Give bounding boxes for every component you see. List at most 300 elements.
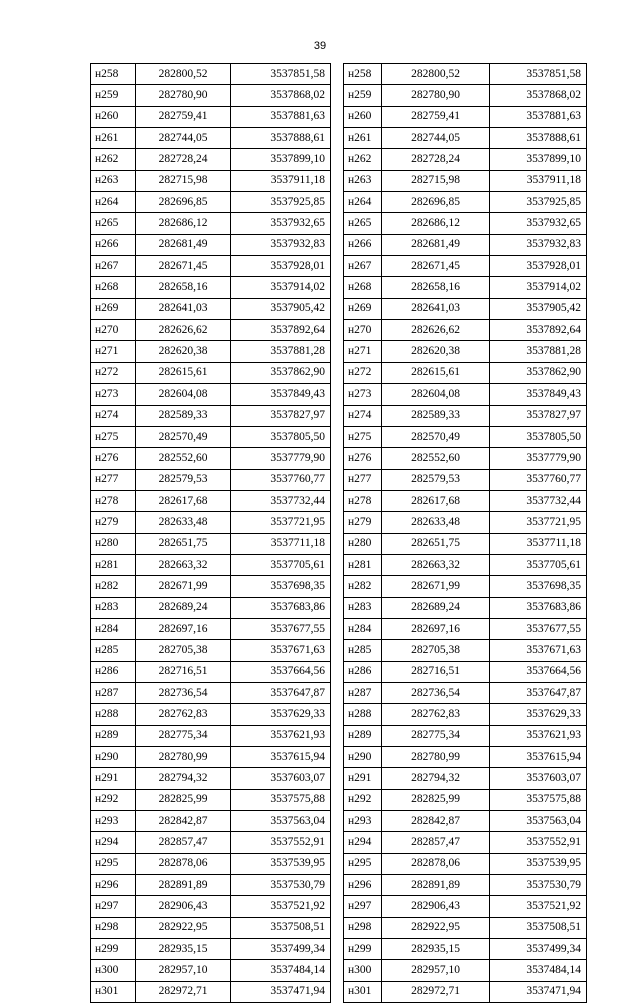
x-coordinate-cell: 282633,48 (382, 512, 490, 533)
y-coordinate-cell: 3537521,92 (490, 896, 587, 917)
y-coordinate-cell: 3537881,63 (231, 106, 331, 127)
y-coordinate-cell: 3537911,18 (490, 170, 587, 191)
y-coordinate-cell: 3537932,83 (231, 234, 331, 255)
point-id-cell: н265 (91, 213, 136, 234)
x-coordinate-cell: 282780,99 (382, 747, 490, 768)
point-id-cell: н272 (344, 362, 382, 383)
y-coordinate-cell: 3537851,58 (231, 64, 331, 85)
x-coordinate-cell: 282842,87 (136, 811, 231, 832)
table-row (91, 64, 331, 85)
x-coordinate-cell: 282736,54 (136, 682, 231, 703)
x-coordinate-cell: 282891,89 (136, 875, 231, 896)
table-row (91, 320, 331, 341)
y-coordinate-cell: 3537925,85 (231, 192, 331, 213)
x-coordinate-cell: 282589,33 (136, 405, 231, 426)
table-row (91, 469, 331, 490)
point-id-cell: н288 (344, 704, 382, 725)
y-coordinate-cell: 3537932,65 (231, 213, 331, 234)
x-coordinate-cell: 282626,62 (382, 320, 490, 341)
x-coordinate-cell: 282633,48 (136, 512, 231, 533)
x-coordinate-cell: 282641,03 (136, 298, 231, 319)
x-coordinate-cell: 282617,68 (136, 490, 231, 511)
table-row (91, 704, 331, 725)
table-row (344, 576, 587, 597)
y-coordinate-cell: 3537671,63 (231, 640, 331, 661)
table-row (344, 106, 587, 127)
point-id-cell: н299 (344, 939, 382, 960)
table-row (91, 234, 331, 255)
table-row (344, 256, 587, 277)
y-coordinate-cell: 3537629,33 (490, 704, 587, 725)
x-coordinate-cell: 282728,24 (136, 149, 231, 170)
x-coordinate-cell: 282775,34 (136, 725, 231, 746)
y-coordinate-cell: 3537539,95 (231, 853, 331, 874)
point-id-cell: н267 (344, 256, 382, 277)
point-id-cell: н260 (344, 106, 382, 127)
point-id-cell: н269 (344, 298, 382, 319)
x-coordinate-cell: 282686,12 (136, 213, 231, 234)
y-coordinate-cell: 3537899,10 (490, 149, 587, 170)
table-row (344, 533, 587, 554)
y-coordinate-cell: 3537575,88 (490, 789, 587, 810)
table-row (91, 875, 331, 896)
table-row (344, 298, 587, 319)
table-row (344, 597, 587, 618)
point-id-cell: н285 (91, 640, 136, 661)
y-coordinate-cell: 3537779,90 (490, 448, 587, 469)
x-coordinate-cell: 282825,99 (136, 789, 231, 810)
table-row (91, 576, 331, 597)
point-id-cell: н288 (91, 704, 136, 725)
table-row (91, 661, 331, 682)
point-id-cell: н297 (91, 896, 136, 917)
point-id-cell: н261 (91, 128, 136, 149)
x-coordinate-cell: 282681,49 (382, 234, 490, 255)
x-coordinate-cell: 282922,95 (136, 917, 231, 938)
x-coordinate-cell: 282663,32 (382, 554, 490, 575)
x-coordinate-cell: 282626,62 (136, 320, 231, 341)
table-row (344, 875, 587, 896)
point-id-cell: н275 (344, 426, 382, 447)
point-id-cell: н259 (344, 85, 382, 106)
y-coordinate-cell: 3537925,85 (490, 192, 587, 213)
y-coordinate-cell: 3537928,01 (490, 256, 587, 277)
point-id-cell: н264 (344, 192, 382, 213)
point-id-cell: н290 (91, 747, 136, 768)
y-coordinate-cell: 3537664,56 (490, 661, 587, 682)
x-coordinate-cell: 282604,08 (136, 384, 231, 405)
x-coordinate-cell: 282651,75 (382, 533, 490, 554)
y-coordinate-cell: 3537563,04 (490, 811, 587, 832)
table-row (91, 789, 331, 810)
x-coordinate-cell: 282615,61 (136, 362, 231, 383)
x-coordinate-cell: 282957,10 (382, 960, 490, 981)
x-coordinate-cell: 282759,41 (382, 106, 490, 127)
x-coordinate-cell: 282794,32 (136, 768, 231, 789)
point-id-cell: н277 (91, 469, 136, 490)
table-row (91, 725, 331, 746)
y-coordinate-cell: 3537647,87 (490, 682, 587, 703)
table-row (344, 320, 587, 341)
point-id-cell: н261 (344, 128, 382, 149)
x-coordinate-cell: 282780,90 (382, 85, 490, 106)
x-coordinate-cell: 282579,53 (136, 469, 231, 490)
table-row (344, 896, 587, 917)
table-row (91, 256, 331, 277)
y-coordinate-cell: 3537711,18 (490, 533, 587, 554)
table-row (91, 277, 331, 298)
table-row (344, 768, 587, 789)
point-id-cell: н274 (344, 405, 382, 426)
table-row (91, 149, 331, 170)
y-coordinate-cell: 3537671,63 (490, 640, 587, 661)
x-coordinate-cell: 282878,06 (382, 853, 490, 874)
table-row (91, 405, 331, 426)
table-row (91, 106, 331, 127)
table-row (91, 128, 331, 149)
y-coordinate-cell: 3537711,18 (231, 533, 331, 554)
table-row (344, 426, 587, 447)
y-coordinate-cell: 3537849,43 (490, 384, 587, 405)
table-row (344, 640, 587, 661)
y-coordinate-cell: 3537629,33 (231, 704, 331, 725)
point-id-cell: н275 (91, 426, 136, 447)
y-coordinate-cell: 3537779,90 (231, 448, 331, 469)
x-coordinate-cell: 282570,49 (136, 426, 231, 447)
point-id-cell: н280 (344, 533, 382, 554)
x-coordinate-cell: 282570,49 (382, 426, 490, 447)
table-row (344, 832, 587, 853)
y-coordinate-cell: 3537677,55 (231, 618, 331, 639)
x-coordinate-cell: 282671,99 (382, 576, 490, 597)
table-row (344, 554, 587, 575)
table-row (344, 981, 587, 1002)
y-coordinate-cell: 3537552,91 (490, 832, 587, 853)
table-row (344, 149, 587, 170)
point-id-cell: н294 (344, 832, 382, 853)
point-id-cell: н263 (91, 170, 136, 191)
point-id-cell: н279 (91, 512, 136, 533)
x-coordinate-cell: 282671,99 (136, 576, 231, 597)
y-coordinate-cell: 3537521,92 (231, 896, 331, 917)
y-coordinate-cell: 3537732,44 (231, 490, 331, 511)
x-coordinate-cell: 282689,24 (136, 597, 231, 618)
y-coordinate-cell: 3537683,86 (231, 597, 331, 618)
point-id-cell: н300 (91, 960, 136, 981)
y-coordinate-cell: 3537905,42 (490, 298, 587, 319)
point-id-cell: н283 (91, 597, 136, 618)
y-coordinate-cell: 3537539,95 (490, 853, 587, 874)
x-coordinate-cell: 282716,51 (136, 661, 231, 682)
table-row (344, 213, 587, 234)
table-row (91, 213, 331, 234)
x-coordinate-cell: 282641,03 (382, 298, 490, 319)
point-id-cell: н274 (91, 405, 136, 426)
y-coordinate-cell: 3537677,55 (490, 618, 587, 639)
point-id-cell: н268 (91, 277, 136, 298)
point-id-cell: н287 (344, 682, 382, 703)
y-coordinate-cell: 3537827,97 (490, 405, 587, 426)
x-coordinate-cell: 282697,16 (382, 618, 490, 639)
point-id-cell: н295 (344, 853, 382, 874)
table-row (91, 426, 331, 447)
table-row (91, 85, 331, 106)
x-coordinate-cell: 282716,51 (382, 661, 490, 682)
point-id-cell: н262 (344, 149, 382, 170)
x-coordinate-cell: 282775,34 (382, 725, 490, 746)
point-id-cell: н292 (344, 789, 382, 810)
point-id-cell: н300 (344, 960, 382, 981)
point-id-cell: н273 (91, 384, 136, 405)
table-row (344, 341, 587, 362)
y-coordinate-cell: 3537471,94 (490, 981, 587, 1002)
table-row (91, 832, 331, 853)
x-coordinate-cell: 282658,16 (136, 277, 231, 298)
x-coordinate-cell: 282696,85 (382, 192, 490, 213)
point-id-cell: н284 (91, 618, 136, 639)
point-id-cell: н284 (344, 618, 382, 639)
point-id-cell: н294 (91, 832, 136, 853)
point-id-cell: н290 (344, 747, 382, 768)
point-id-cell: н280 (91, 533, 136, 554)
y-coordinate-cell: 3537721,95 (490, 512, 587, 533)
x-coordinate-cell: 282744,05 (382, 128, 490, 149)
point-id-cell: н281 (91, 554, 136, 575)
table-row (91, 533, 331, 554)
point-id-cell: н277 (344, 469, 382, 490)
table-row (344, 682, 587, 703)
x-coordinate-cell: 282744,05 (136, 128, 231, 149)
table-row (91, 960, 331, 981)
table-row (344, 811, 587, 832)
x-coordinate-cell: 282617,68 (382, 490, 490, 511)
table-row (344, 192, 587, 213)
y-coordinate-cell: 3537827,97 (231, 405, 331, 426)
y-coordinate-cell: 3537851,58 (490, 64, 587, 85)
y-coordinate-cell: 3537530,79 (231, 875, 331, 896)
y-coordinate-cell: 3537705,61 (231, 554, 331, 575)
y-coordinate-cell: 3537603,07 (231, 768, 331, 789)
x-coordinate-cell: 282579,53 (382, 469, 490, 490)
x-coordinate-cell: 282671,45 (382, 256, 490, 277)
y-coordinate-cell: 3537805,50 (231, 426, 331, 447)
y-coordinate-cell: 3537932,65 (490, 213, 587, 234)
table-row (344, 64, 587, 85)
y-coordinate-cell: 3537603,07 (490, 768, 587, 789)
y-coordinate-cell: 3537760,77 (490, 469, 587, 490)
point-id-cell: н263 (344, 170, 382, 191)
point-id-cell: н293 (344, 811, 382, 832)
point-id-cell: н267 (91, 256, 136, 277)
point-id-cell: н266 (344, 234, 382, 255)
y-coordinate-cell: 3537881,63 (490, 106, 587, 127)
y-coordinate-cell: 3537888,61 (231, 128, 331, 149)
x-coordinate-cell: 282552,60 (136, 448, 231, 469)
x-coordinate-cell: 282957,10 (136, 960, 231, 981)
table-row (91, 448, 331, 469)
point-id-cell: н298 (91, 917, 136, 938)
table-row (91, 597, 331, 618)
point-id-cell: н299 (91, 939, 136, 960)
y-coordinate-cell: 3537698,35 (490, 576, 587, 597)
point-id-cell: н269 (91, 298, 136, 319)
x-coordinate-cell: 282696,85 (136, 192, 231, 213)
point-id-cell: н283 (344, 597, 382, 618)
y-coordinate-cell: 3537499,34 (231, 939, 331, 960)
y-coordinate-cell: 3537914,02 (490, 277, 587, 298)
y-coordinate-cell: 3537805,50 (490, 426, 587, 447)
table-row (344, 704, 587, 725)
y-coordinate-cell: 3537552,91 (231, 832, 331, 853)
point-id-cell: н286 (91, 661, 136, 682)
table-row (91, 341, 331, 362)
table-row (344, 277, 587, 298)
y-coordinate-cell: 3537705,61 (490, 554, 587, 575)
point-id-cell: н270 (91, 320, 136, 341)
y-coordinate-cell: 3537508,51 (231, 917, 331, 938)
table-row (91, 853, 331, 874)
point-id-cell: н276 (91, 448, 136, 469)
x-coordinate-cell: 282728,24 (382, 149, 490, 170)
table-row (91, 298, 331, 319)
y-coordinate-cell: 3537760,77 (231, 469, 331, 490)
y-coordinate-cell: 3537862,90 (231, 362, 331, 383)
x-coordinate-cell: 282780,90 (136, 85, 231, 106)
x-coordinate-cell: 282972,71 (382, 981, 490, 1002)
x-coordinate-cell: 282715,98 (136, 170, 231, 191)
x-coordinate-cell: 282800,52 (136, 64, 231, 85)
x-coordinate-cell: 282736,54 (382, 682, 490, 703)
x-coordinate-cell: 282906,43 (136, 896, 231, 917)
table-row (91, 981, 331, 1002)
table-row (91, 768, 331, 789)
point-id-cell: н258 (91, 64, 136, 85)
y-coordinate-cell: 3537868,02 (490, 85, 587, 106)
point-id-cell: н292 (91, 789, 136, 810)
point-id-cell: н279 (344, 512, 382, 533)
point-id-cell: н271 (344, 341, 382, 362)
x-coordinate-cell: 282705,38 (136, 640, 231, 661)
y-coordinate-cell: 3537721,95 (231, 512, 331, 533)
x-coordinate-cell: 282615,61 (382, 362, 490, 383)
coordinates-table-left (90, 63, 331, 1003)
y-coordinate-cell: 3537499,34 (490, 939, 587, 960)
point-id-cell: н276 (344, 448, 382, 469)
x-coordinate-cell: 282906,43 (382, 896, 490, 917)
y-coordinate-cell: 3537881,28 (231, 341, 331, 362)
table-row (91, 640, 331, 661)
x-coordinate-cell: 282922,95 (382, 917, 490, 938)
x-coordinate-cell: 282762,83 (382, 704, 490, 725)
point-id-cell: н293 (91, 811, 136, 832)
point-id-cell: н301 (344, 981, 382, 1002)
table-row (344, 789, 587, 810)
point-id-cell: н264 (91, 192, 136, 213)
x-coordinate-cell: 282671,45 (136, 256, 231, 277)
table-row (91, 554, 331, 575)
coordinates-table-right (343, 63, 587, 1003)
table-row (344, 234, 587, 255)
y-coordinate-cell: 3537892,64 (231, 320, 331, 341)
y-coordinate-cell: 3537471,94 (231, 981, 331, 1002)
x-coordinate-cell: 282604,08 (382, 384, 490, 405)
x-coordinate-cell: 282681,49 (136, 234, 231, 255)
table-row (344, 618, 587, 639)
point-id-cell: н258 (344, 64, 382, 85)
point-id-cell: н278 (344, 490, 382, 511)
table-row (344, 747, 587, 768)
y-coordinate-cell: 3537484,14 (231, 960, 331, 981)
y-coordinate-cell: 3537914,02 (231, 277, 331, 298)
point-id-cell: н291 (344, 768, 382, 789)
x-coordinate-cell: 282715,98 (382, 170, 490, 191)
point-id-cell: н282 (344, 576, 382, 597)
point-id-cell: н271 (91, 341, 136, 362)
x-coordinate-cell: 282658,16 (382, 277, 490, 298)
table-row (344, 85, 587, 106)
table-row (344, 405, 587, 426)
point-id-cell: н278 (91, 490, 136, 511)
y-coordinate-cell: 3537615,94 (231, 747, 331, 768)
point-id-cell: н289 (91, 725, 136, 746)
point-id-cell: н289 (344, 725, 382, 746)
point-id-cell: н285 (344, 640, 382, 661)
x-coordinate-cell: 282800,52 (382, 64, 490, 85)
table-row (344, 725, 587, 746)
point-id-cell: н272 (91, 362, 136, 383)
point-id-cell: н287 (91, 682, 136, 703)
table-row (344, 362, 587, 383)
y-coordinate-cell: 3537888,61 (490, 128, 587, 149)
y-coordinate-cell: 3537508,51 (490, 917, 587, 938)
table-row (91, 618, 331, 639)
table-row (91, 362, 331, 383)
point-id-cell: н295 (91, 853, 136, 874)
y-coordinate-cell: 3537905,42 (231, 298, 331, 319)
x-coordinate-cell: 282878,06 (136, 853, 231, 874)
table-row (91, 939, 331, 960)
point-id-cell: н259 (91, 85, 136, 106)
x-coordinate-cell: 282935,15 (382, 939, 490, 960)
x-coordinate-cell: 282857,47 (136, 832, 231, 853)
table-row (91, 170, 331, 191)
table-row (344, 469, 587, 490)
x-coordinate-cell: 282689,24 (382, 597, 490, 618)
x-coordinate-cell: 282697,16 (136, 618, 231, 639)
table-row (344, 128, 587, 149)
point-id-cell: н268 (344, 277, 382, 298)
table-row (344, 661, 587, 682)
table-row (91, 896, 331, 917)
table-row (91, 192, 331, 213)
table-row (344, 448, 587, 469)
point-id-cell: н270 (344, 320, 382, 341)
y-coordinate-cell: 3537732,44 (490, 490, 587, 511)
x-coordinate-cell: 282935,15 (136, 939, 231, 960)
x-coordinate-cell: 282762,83 (136, 704, 231, 725)
x-coordinate-cell: 282825,99 (382, 789, 490, 810)
point-id-cell: н265 (344, 213, 382, 234)
point-id-cell: н296 (91, 875, 136, 896)
table-row (344, 853, 587, 874)
table-row (344, 512, 587, 533)
y-coordinate-cell: 3537892,64 (490, 320, 587, 341)
table-row (344, 939, 587, 960)
y-coordinate-cell: 3537621,93 (490, 725, 587, 746)
y-coordinate-cell: 3537932,83 (490, 234, 587, 255)
table-row (91, 917, 331, 938)
y-coordinate-cell: 3537621,93 (231, 725, 331, 746)
